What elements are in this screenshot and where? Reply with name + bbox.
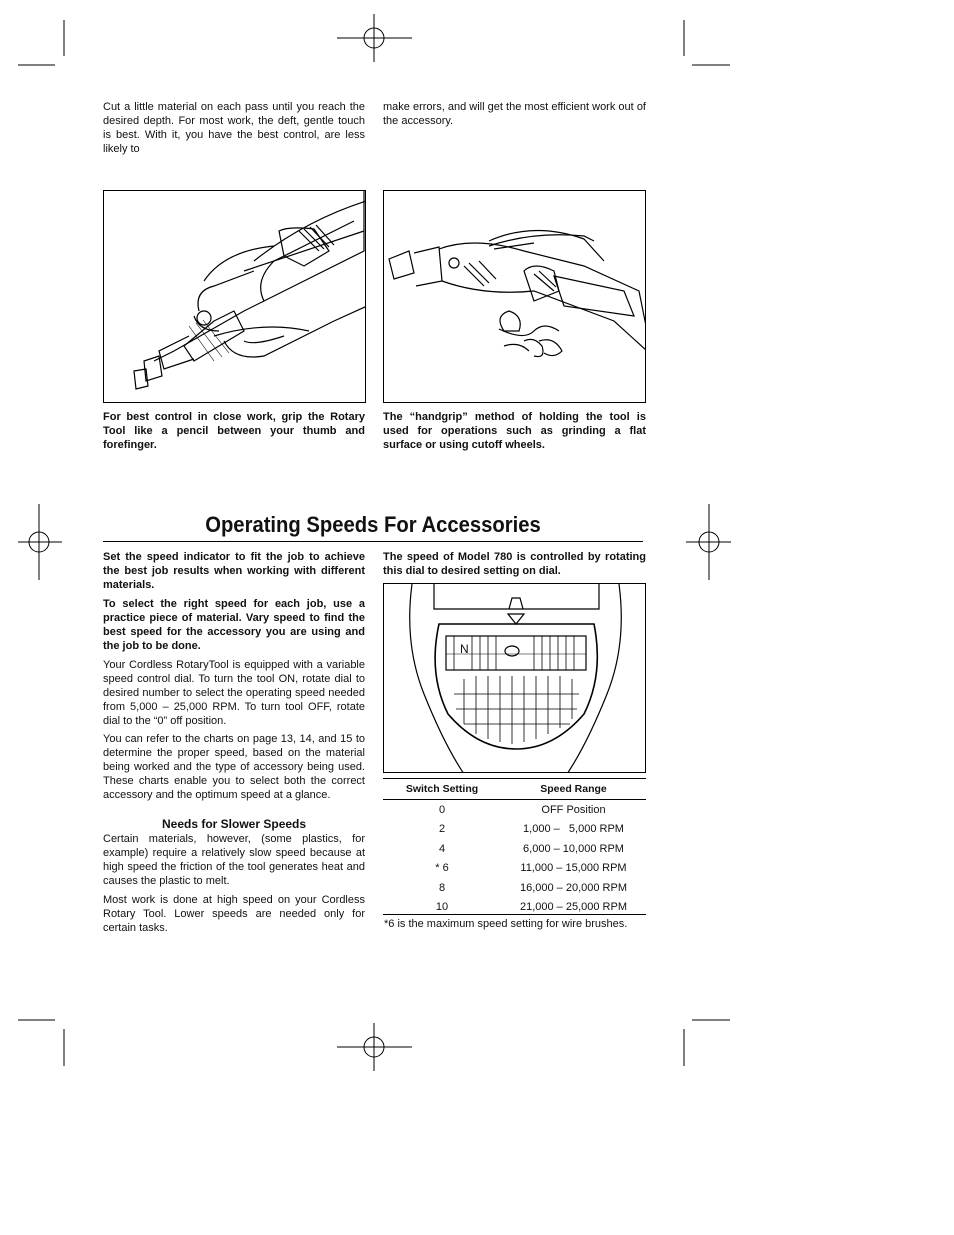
dial-position-letter: N (460, 642, 469, 656)
handgrip-caption: The “handgrip” method of holding the tool is used for operations such as grinding a flat surface or using cutoff wheels. (383, 411, 646, 451)
table-header-row (383, 779, 646, 800)
speed-range-cell: OFF Position (541, 803, 606, 816)
speed-range-cell: 21,000 – 25,000 RPM (519, 901, 628, 914)
table-row (383, 878, 646, 898)
slower-speeds-subheading: Needs for Slower Speeds (162, 817, 307, 831)
section-title: Operating Speeds For Accessories (205, 512, 541, 537)
switch-setting-cell: 0 (438, 803, 446, 816)
pencil-grip-caption: For best control in close work, grip the Rotary Tool like a pencil between your thumb and forefinger. (103, 411, 365, 451)
switch-setting-cell: 4 (438, 842, 446, 855)
speed-range-cell: 1,000 – 5,000 RPM (523, 823, 624, 836)
table-row (383, 820, 646, 840)
table-footnote: *6 is the maximum speed setting for wire brushes. (384, 918, 628, 930)
switch-setting-cell: * 6 (435, 862, 449, 875)
high-speed-paragraph: Most work is done at high speed on your Cordless Rotary Tool. Lower speeds are needed only for certain tasks. (103, 894, 365, 934)
speed-range-cell: 11,000 – 15,000 RPM (520, 862, 627, 875)
switch-setting-cell: 2 (438, 823, 446, 836)
speed-dial-illustration (383, 583, 646, 773)
switch-setting-cell: 10 (435, 901, 449, 914)
speed-range-cell: 16,000 – 20,000 RPM (519, 881, 628, 894)
table-row (383, 859, 646, 879)
handgrip-illustration (383, 190, 646, 403)
speed-dial-paragraph: Your Cordless RotaryTool is equipped with a variable speed control dial. To turn the tool ON, rotate dial to desired number to select the operating speed needed from 5,000 – 25,000 RPM. To turn tool OFF, rotate dial to the “0” off position. (103, 659, 365, 727)
table-row (383, 800, 646, 820)
speed-range-header: Speed Range (540, 783, 607, 795)
registration-mark-right (686, 504, 731, 580)
table-row (383, 839, 646, 859)
intro-left-paragraph: Cut a little material on each pass until you reach the desired depth. For most work, the deft, gentle touch is best. With it, you have the best control, are less likely to (103, 101, 365, 155)
practice-piece-paragraph: To select the right speed for each job, use a practice piece of material. Vary speed to find the best speed for the accessory you are using and the job to be done. (103, 598, 365, 652)
pencil-grip-illustration (103, 190, 366, 403)
speed-indicator-paragraph: Set the speed indicator to fit the job to achieve the best job results when working with different materials. (103, 551, 365, 591)
switch-setting-header: Switch Setting (405, 783, 479, 795)
switch-setting-cell: 8 (438, 881, 446, 894)
title-rule (103, 541, 643, 542)
charts-reference-paragraph: You can refer to the charts on page 13, 14, and 15 to determine the proper speed, based on the material being worked and the type of accessory being used. These charts enable you to select both the correct accessory and the optimum speed at a glance. (103, 733, 365, 801)
registration-mark-bottom (337, 1023, 412, 1071)
model-780-paragraph: The speed of Model 780 is controlled by rotating this dial to desired setting on dial. (383, 551, 646, 577)
speed-range-cell: 6,000 – 10,000 RPM (523, 842, 624, 855)
intro-right-paragraph: make errors, and will get the most efficient work out of the accessory. (383, 101, 646, 127)
slower-speeds-paragraph: Certain materials, however, (some plastics, for example) require a relatively slow speed because at high speed the friction of the tool generates heat and causes the plastic to melt. (103, 833, 365, 887)
registration-mark-left (18, 504, 62, 580)
speed-table (383, 779, 646, 917)
table-bottom-rule (383, 914, 646, 915)
registration-mark-top (337, 14, 412, 62)
